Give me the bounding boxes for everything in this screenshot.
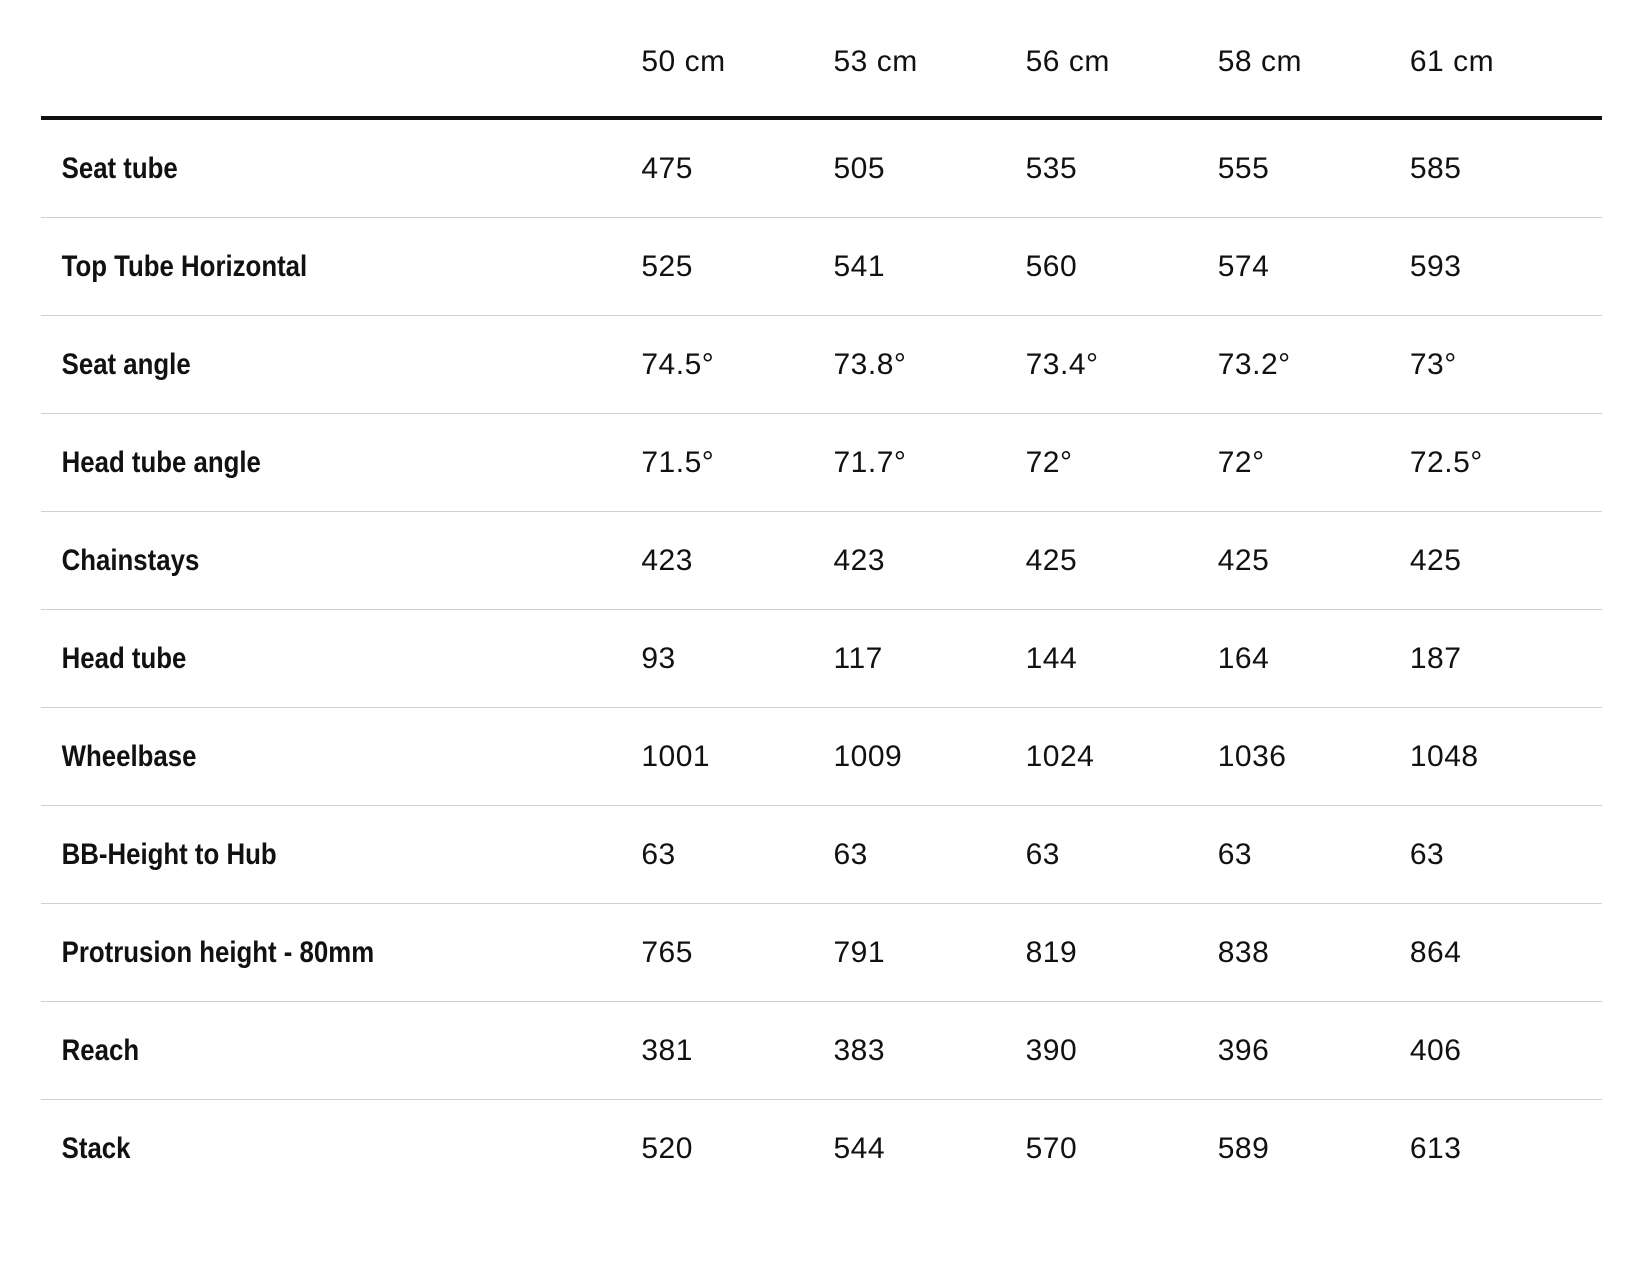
table-cell: 93 xyxy=(641,641,676,675)
table-cell: 390 xyxy=(1025,1033,1078,1067)
table-header-row xyxy=(41,0,1602,120)
table-cell: 72° xyxy=(1025,445,1073,479)
row-label: Seat angle xyxy=(61,347,191,381)
table-cell: 570 xyxy=(1025,1132,1078,1165)
table-cell: 187 xyxy=(1409,641,1462,675)
table-cell: 63 xyxy=(1217,837,1253,871)
table-cell: 791 xyxy=(833,935,886,969)
table-cell: 535 xyxy=(1025,151,1078,185)
table-cell: 73.8° xyxy=(833,347,907,381)
table-cell: 63 xyxy=(833,837,868,871)
row-label: Seat tube xyxy=(61,151,178,185)
table-cell: 541 xyxy=(833,249,886,283)
header-size-61: 61 cm xyxy=(1409,45,1495,78)
header-size-50: 50 cm xyxy=(641,45,726,78)
table-cell: 425 xyxy=(1409,543,1462,577)
row-label: Stack xyxy=(61,1132,131,1165)
table-cell: 72° xyxy=(1217,445,1265,479)
table-cell: 838 xyxy=(1217,935,1270,969)
row-label: Head tube xyxy=(61,641,187,675)
table-cell: 525 xyxy=(641,249,693,283)
row-label: Chainstays xyxy=(61,543,200,577)
header-size-53: 53 cm xyxy=(833,45,918,78)
table-cell: 1036 xyxy=(1217,739,1287,773)
table-cell: 864 xyxy=(1409,935,1462,969)
table-row xyxy=(41,806,1602,904)
table-cell: 1024 xyxy=(1025,739,1095,773)
table-cell: 505 xyxy=(833,151,886,185)
table-cell: 1048 xyxy=(1409,739,1479,773)
table-row xyxy=(41,120,1602,218)
row-label: BB-Height to Hub xyxy=(61,837,277,871)
table-cell: 383 xyxy=(833,1033,886,1067)
table-cell: 423 xyxy=(833,543,886,577)
table-cell: 71.7° xyxy=(833,445,907,479)
table-cell: 72.5° xyxy=(1409,445,1483,479)
header-size-56: 56 cm xyxy=(1025,45,1110,78)
row-label: Reach xyxy=(61,1033,140,1067)
table-cell: 73° xyxy=(1409,347,1457,381)
table-row xyxy=(41,1002,1602,1100)
table-cell: 613 xyxy=(1409,1132,1462,1165)
table-cell: 117 xyxy=(833,641,883,675)
table-cell: 423 xyxy=(641,543,693,577)
table-cell: 555 xyxy=(1217,151,1270,185)
table-cell: 63 xyxy=(1409,837,1445,871)
table-cell: 144 xyxy=(1025,641,1078,675)
table-row xyxy=(41,414,1602,512)
table-cell: 74.5° xyxy=(641,347,715,381)
table-cell: 1009 xyxy=(833,739,903,773)
table-row xyxy=(41,218,1602,316)
table-row xyxy=(41,610,1602,708)
table-cell: 765 xyxy=(641,935,693,969)
table-cell: 1001 xyxy=(641,739,711,773)
table-row xyxy=(41,1100,1602,1198)
table-cell: 381 xyxy=(641,1033,693,1067)
row-label: Protrusion height - 80mm xyxy=(61,935,375,969)
table-cell: 73.2° xyxy=(1217,347,1291,381)
table-cell: 574 xyxy=(1217,249,1270,283)
table-cell: 71.5° xyxy=(641,445,715,479)
geometry-table xyxy=(41,0,1602,1198)
table-cell: 544 xyxy=(833,1132,886,1165)
table-cell: 475 xyxy=(641,151,693,185)
table-cell: 560 xyxy=(1025,249,1078,283)
table-cell: 73.4° xyxy=(1025,347,1099,381)
table-cell: 585 xyxy=(1409,151,1462,185)
header-empty-cell xyxy=(41,58,557,59)
table-cell: 520 xyxy=(641,1132,693,1165)
table-cell: 819 xyxy=(1025,935,1078,969)
table-cell: 164 xyxy=(1217,641,1270,675)
table-cell: 425 xyxy=(1217,543,1270,577)
header-size-58: 58 cm xyxy=(1217,45,1302,78)
table-cell: 63 xyxy=(641,837,676,871)
row-label: Top Tube Horizontal xyxy=(61,249,308,283)
row-label: Wheelbase xyxy=(61,739,197,773)
table-cell: 425 xyxy=(1025,543,1078,577)
table-row xyxy=(41,316,1602,414)
table-cell: 63 xyxy=(1025,837,1060,871)
table-cell: 396 xyxy=(1217,1033,1270,1067)
table-row xyxy=(41,904,1602,1002)
table-cell: 593 xyxy=(1409,249,1462,283)
table-row xyxy=(41,512,1602,610)
table-cell: 589 xyxy=(1217,1132,1270,1165)
table-row xyxy=(41,708,1602,806)
row-label: Head tube angle xyxy=(61,445,261,479)
table-cell: 406 xyxy=(1409,1033,1462,1067)
